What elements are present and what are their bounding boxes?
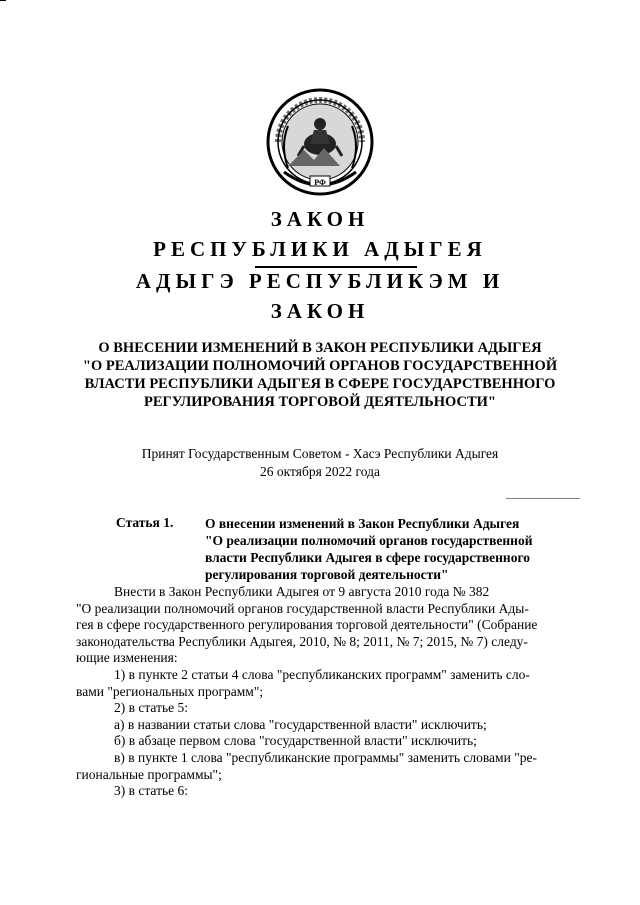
adoption-body: Принят Государственным Советом - Хасэ Республики Адыгея [141,446,499,461]
body-line: б) в абзаце первом слова "государственной власти" исключить; [114,733,477,749]
law-subject-line: О ВНЕСЕНИИ ИЗМЕНЕНИЙ В ЗАКОН РЕСПУБЛИКИ АДЫГЕЯ [98,340,542,356]
article-label: Статья 1. [116,515,174,530]
adygea-coat-of-arms-icon [264,86,376,198]
article-title-line: "О реализации полномочий органов государственной [205,533,533,548]
body-line: законодательства Республики Адыгея, 2010, № 8; 2011, № 7; 2015, № 7) следу- [76,633,528,649]
body-line: вами "региональных программ"; [76,683,264,699]
adoption-date: 26 октября 2022 года [260,464,380,479]
article-title-line: власти Республики Адыгея в сфере государственного [205,550,531,565]
law-title-line-2: РЕСПУБЛИКИ АДЫГЕЯ [153,237,487,261]
law-subject [60,339,580,411]
body-line: ющие изменения: [76,650,178,666]
law-title-line-4: ЗАКОН [270,299,370,323]
body-line: в) в пункте 1 слова "республиканские программы" заменить словами "ре- [114,749,537,765]
law-subject-line: РЕГУЛИРОВАНИЯ ТОРГОВОЙ ДЕЯТЕЛЬНОСТИ" [144,394,496,410]
article-body [76,584,596,800]
body-line: 3) в статье 6: [114,783,188,799]
body-line: 1) в пункте 2 статьи 4 слова "республиканских программ" заменить сло- [114,666,530,682]
article-title-line: регулирования торговой деятельности" [205,567,449,582]
svg-text:РФ: РФ [314,178,326,187]
law-title-line-3: АДЫГЭ РЕСПУБЛИКЭМ И [135,269,505,293]
scan-artifact-line [506,498,580,499]
body-line: "О реализации полномочий органов государственной власти Республики Ады- [76,600,529,616]
body-line: гея в сфере государственного регулирования торговой деятельности" (Собрание [76,617,538,633]
adoption-info [0,445,640,481]
article-title-line: О внесении изменений в Закон Республики Адыгея [205,516,520,531]
law-subject-line: "О РЕАЛИЗАЦИИ ПОЛНОМОЧИЙ ОРГАНОВ ГОСУДАРСТВЕННОЙ [82,358,558,374]
body-line: Внести в Закон Республики Адыгея от 9 августа 2010 года № 382 [114,584,490,599]
scan-artifact-line [0,0,6,1]
body-line: гиональные программы"; [76,766,222,782]
body-line: а) в названии статьи слова "государственной власти" исключить; [114,716,487,732]
law-title-line-1: ЗАКОН [270,207,370,231]
body-line: 2) в статье 5: [114,700,188,716]
law-subject-line: ВЛАСТИ РЕСПУБЛИКИ АДЫГЕЯ В СФЕРЕ ГОСУДАРСТВЕННОГО [84,376,556,392]
article-title [205,515,587,583]
